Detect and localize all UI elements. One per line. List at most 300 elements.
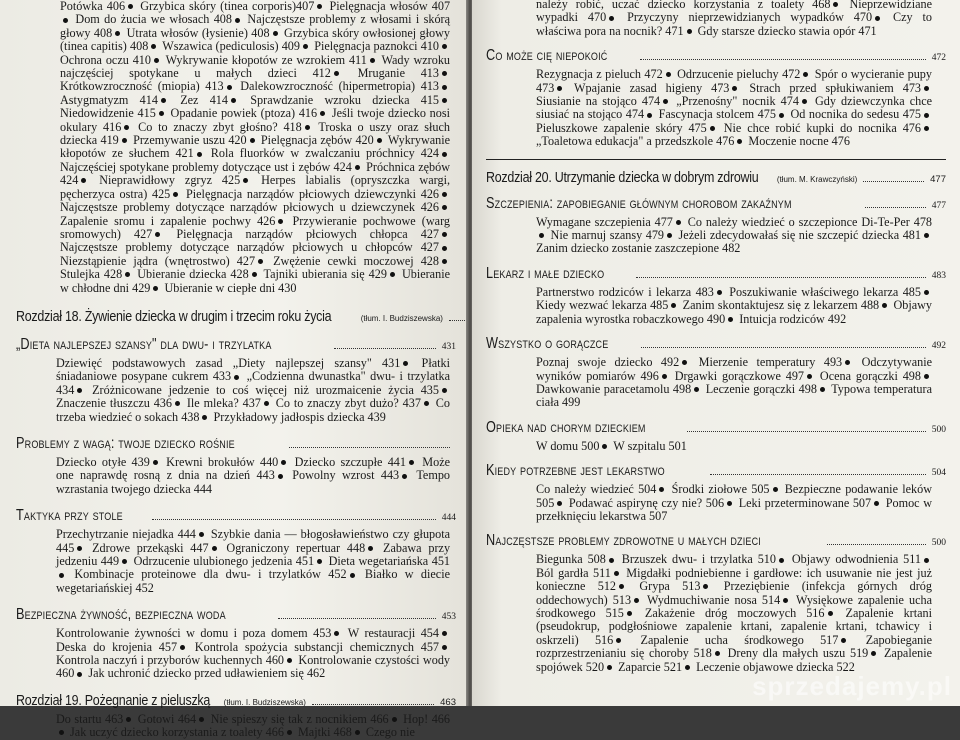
toc-entry: Astygmatyzm 414 xyxy=(60,92,158,107)
bullet-dot xyxy=(59,573,64,578)
section-page: 500 xyxy=(931,538,946,549)
toc-entry: Co to znaczy zbyt dużo? 437 xyxy=(275,396,421,411)
toc-entry: Ocena gorączki 498 xyxy=(819,368,921,383)
bullet-dot xyxy=(442,205,447,210)
bullet-dot xyxy=(273,31,278,36)
bullet-dot xyxy=(355,730,360,735)
bullet-dot xyxy=(924,113,929,118)
section-title: Opieka nad chorym dzieckiem xyxy=(486,418,646,436)
toc-entry: Odrzucenie pieluchy 472 xyxy=(677,67,801,82)
toc-entry: Wykrywanie kłopotów ze wzrokiem 411 xyxy=(165,52,367,67)
toc-entry: Nie chce robić kupki do nocnika 476 xyxy=(723,120,921,135)
section-title: Najczęstsze problemy zdrowotne u małych dzieci xyxy=(486,532,761,550)
toc-entry: Opadanie powiek (ptoza) 416 xyxy=(170,106,318,121)
toc-entry: Odrzucenie ulubionego jedzenia 451 xyxy=(133,554,315,568)
section-heading xyxy=(16,435,456,453)
bullet-dot xyxy=(128,4,133,9)
chapter-18-title: Rozdział 18. Żywienie dziecka w drugim i trzecim roku życia xyxy=(16,308,332,325)
bullet-dot xyxy=(281,460,286,465)
toc-entry: Jak uchronić dziecko przed udławieniem się 462 xyxy=(88,666,326,681)
bullet-dot xyxy=(287,658,292,663)
toc-entry: Przywieranie pochwowe (warg sromowych) 427 xyxy=(60,213,451,241)
dot-leader xyxy=(827,544,925,545)
toc-entry: Dalekowzroczność (hipermetropia) 413 xyxy=(240,79,440,94)
toc-entry: Brzuszek dwu- i trzylatka 510 xyxy=(621,552,776,567)
bullet-dot xyxy=(402,474,407,479)
toc-entry: Gdy dziewczynka chce siusiać na stojąco 474 xyxy=(536,94,933,122)
toc-entry: Najczęściej spotykane problemy dotyczące ust i zębów 424 xyxy=(60,159,352,174)
divider xyxy=(486,159,946,160)
bullet-dot xyxy=(616,638,621,643)
section-heading xyxy=(486,47,946,65)
toc-entry: Zapalenie sromu i zapalenie pochwy 426 xyxy=(60,213,276,228)
bullet-dot xyxy=(59,730,64,735)
bullet-dot xyxy=(659,487,664,492)
toc-entry: Leki przeterminowane 507 xyxy=(738,495,872,510)
toc-entry: Pielęgnacja włosów 407 xyxy=(329,0,451,13)
toc-entry: Dziewięć podstawowych zasad „Diety najlepszej szansy" 431 xyxy=(56,355,401,370)
bullet-dot xyxy=(607,665,612,670)
toc-entry: Płatki śniadaniowe posypane cukrem 433 xyxy=(56,355,450,384)
toc-entry: Herpes labialis (opryszczka wargi, pęcherzyca ostra) 425 xyxy=(60,173,451,201)
toc-entry: Środki ziołowe 505 xyxy=(671,482,770,497)
toc-entry: Gotowi 464 xyxy=(137,711,197,726)
section-title: Bezpieczna żywność, bezpieczna woda xyxy=(16,606,226,624)
toc-entry: W restauracji 454 xyxy=(347,626,439,641)
toc-entry: Tempo wzrastania twojego dziecka 444 xyxy=(56,468,451,496)
chapter-19-items xyxy=(16,713,456,740)
toc-entry: Co to znaczy zbyt głośno? 418 xyxy=(138,119,302,134)
bullet-dot xyxy=(442,192,447,197)
bullet-dot xyxy=(154,58,159,63)
bullet-dot xyxy=(882,303,887,308)
bullet-dot xyxy=(557,86,562,91)
bullet-dot xyxy=(609,558,614,563)
toc-entry: Przykładowy jadłospis dziecka 439 xyxy=(213,409,386,424)
toc-entry: Ograniczony repertuar 448 xyxy=(226,540,366,555)
toc-entry: Moczenie nocne 476 xyxy=(748,134,850,149)
bullet-dot xyxy=(392,717,397,722)
bullet-dot xyxy=(258,259,263,264)
toc-entry: Hop! 466 xyxy=(403,711,450,726)
bullet-dot xyxy=(334,71,339,76)
section-entries xyxy=(486,216,946,256)
section-entries xyxy=(486,483,946,523)
dot-leader xyxy=(710,474,926,475)
chapter-19-heading xyxy=(16,693,456,709)
section-title: Lekarz i małe dziecko xyxy=(486,264,605,282)
bullet-dot xyxy=(442,152,447,157)
bullet-dot xyxy=(442,645,447,650)
bullet-dot xyxy=(687,29,692,34)
toc-entry: Strach przed spłukiwaniem 473 xyxy=(749,80,922,95)
toc-entry: Odczytywanie wyników pomiarów 496 xyxy=(536,355,933,383)
section-title: Szczepienia: zapobieganie głównym chorobom zakaźnym xyxy=(486,194,792,212)
section-title: Taktyka przy stole xyxy=(16,507,123,525)
toc-entry: Gdy starsze dziecko stawia opór 471 xyxy=(697,23,877,38)
section-entries xyxy=(486,440,946,453)
left-content xyxy=(16,0,456,740)
toc-entry: „Codzienna dwunastka" dwu- i trzylatka 434 xyxy=(56,369,451,397)
toc-entry: Drgawki gorączkowe 497 xyxy=(674,368,805,383)
toc-entry: Ochrona oczu 410 xyxy=(60,52,151,67)
toc-entry: Kontrola spożycia substancji chemicznych 457 xyxy=(194,639,440,654)
dot-leader xyxy=(636,277,925,278)
toc-entry: Intuicja rodziców 492 xyxy=(739,311,847,326)
toc-entry: Dreny dla małych uszu 519 xyxy=(727,646,869,661)
bullet-dot xyxy=(243,178,248,183)
toc-entry: Jeśli twoje dziecko nosi okulary 416 xyxy=(60,106,450,134)
toc-entry: Siusianie na stojąco 474 xyxy=(536,94,661,109)
toc-entry: Czy to właściwa pora na nocnik? 471 xyxy=(536,10,933,38)
toc-entry: Przemywanie uszu 420 xyxy=(133,133,247,148)
toc-entry: Znaczenie tłuszczu 436 xyxy=(56,396,172,411)
toc-entry: Co należy wiedzieć o szczepionce Di-Te-Per 478 xyxy=(687,214,933,229)
section-heading xyxy=(486,532,946,550)
bullet-dot xyxy=(231,98,236,103)
bullet-dot xyxy=(77,672,82,677)
bullet-dot xyxy=(125,272,130,277)
toc-entry: Dom do żucia we włosach 408 xyxy=(75,12,232,27)
toc-entry: Krótkowzroczność (miopia) 413 xyxy=(60,79,224,94)
section-page: 500 xyxy=(931,424,946,435)
bullet-dot xyxy=(197,152,202,157)
bullet-dot xyxy=(442,388,447,393)
toc-entry: Krewni brokułów 440 xyxy=(166,454,279,469)
dot-leader xyxy=(334,348,436,349)
toc-entry: Białko w diecie wegetariańskiej 452 xyxy=(56,567,451,595)
toc-entry: Objawy zapalenia wyrostka robaczkowego 490 xyxy=(536,298,933,326)
toc-entry: Kiedy wezwać lekarza 485 xyxy=(536,298,669,313)
bullet-dot xyxy=(783,598,788,603)
bullet-dot xyxy=(634,598,639,603)
bullet-dot xyxy=(173,192,178,197)
bullet-dot xyxy=(874,501,879,506)
bullet-dot xyxy=(368,546,373,551)
toc-entry: Objawy odwodnienia 511 xyxy=(791,552,922,567)
bullet-dot xyxy=(802,99,807,104)
dot-leader xyxy=(278,618,436,619)
toc-entry: Przechytrzanie niejadka 444 xyxy=(56,527,196,542)
toc-entry: Leczenie gorączki 498 xyxy=(705,381,817,396)
bullet-dot xyxy=(317,559,322,564)
section-page: 431 xyxy=(441,341,456,352)
bullet-dot xyxy=(161,98,166,103)
bullet-dot xyxy=(779,558,784,563)
toc-entry: W szpitalu 501 xyxy=(613,438,687,453)
section-heading xyxy=(16,606,456,624)
bullet-dot xyxy=(370,58,375,63)
bullet-dot xyxy=(685,665,690,670)
section-entries xyxy=(16,627,456,681)
bullet-dot xyxy=(703,584,708,589)
left-sections xyxy=(16,336,456,681)
toc-entry: Zapalenie ucha środkowego 517 xyxy=(640,632,839,647)
toc-entry: Partnerstwo rodziców i lekarza 483 xyxy=(536,284,714,299)
toc-entry: Najczęstsze problemy dotyczące narządów płciowych u dziewczynek 426 xyxy=(60,200,439,215)
section-page: 472 xyxy=(931,53,946,64)
bullet-dot xyxy=(305,125,310,130)
bullet-dot xyxy=(442,44,447,49)
dot-leader xyxy=(641,347,925,348)
toc-entry: Fascynacja stolcem 475 xyxy=(658,107,776,122)
toc-entry: Kontrolowanie żywności w domu i poza domem 453 xyxy=(56,626,332,641)
chapter-20-translator: (tłum. M. Krawczyński) xyxy=(776,174,858,184)
toc-entry: Zakażenie dróg moczowych 516 xyxy=(644,605,825,620)
section-entries xyxy=(16,528,456,595)
left-page xyxy=(0,0,468,740)
bullet-dot xyxy=(662,374,667,379)
bullet-dot xyxy=(250,138,255,143)
toc-entry: Grzybica skóry owłosionej głowy (tinea capitis) 408 xyxy=(60,25,451,54)
right-page xyxy=(472,0,960,706)
toc-entry: Bezpieczne podawanie leków 505 xyxy=(536,482,933,510)
bullet-dot xyxy=(227,85,232,90)
left-top-paragraph xyxy=(16,0,456,295)
bullet-dot xyxy=(175,401,180,406)
bullet-dot xyxy=(845,360,850,365)
section-title: Problemy z wagą: twoje dziecko rośnie xyxy=(16,434,235,452)
bullet-dot xyxy=(663,99,668,104)
toc-entry: Jak uczyć dziecko korzystania z toalety 466 xyxy=(70,725,284,740)
bullet-dot xyxy=(153,460,158,465)
toc-entry: Ubieranie w chłodne dni 429 xyxy=(60,267,450,295)
dot-leader xyxy=(640,59,926,60)
bullet-dot xyxy=(924,126,929,131)
bullet-dot xyxy=(924,374,929,379)
bullet-dot xyxy=(199,717,204,722)
toc-entry: Jeżeli zdecydowałaś się nie szczepić dziecka 481 xyxy=(678,228,921,243)
bullet-dot xyxy=(715,651,720,656)
section-page: 453 xyxy=(441,612,456,623)
chapter-19-title: Rozdział 19. Pożegnanie z pieluszką xyxy=(16,692,211,709)
dot-leader xyxy=(152,519,435,520)
bullet-dot xyxy=(924,86,929,91)
bullet-dot xyxy=(126,717,131,722)
bullet-dot xyxy=(350,573,355,578)
chapter-20-title: Rozdział 20. Utrzymanie dziecka w dobrym zdrowiu xyxy=(486,169,759,186)
toc-entry: Dawkowanie paracetamolu 498 xyxy=(536,381,692,396)
toc-entry: Zapalenie krtani (pseudokrup, podgłośniowe zapalenie krtani, zapalenie krtani, tchawicy i oskrzeli) 516 xyxy=(536,605,932,647)
bullet-dot xyxy=(728,317,733,322)
toc-entry: Pielęgnacja narządów płciowych dziewczynki 426 xyxy=(185,186,440,201)
section-heading xyxy=(16,336,456,354)
bullet-dot xyxy=(202,415,207,420)
bullet-dot xyxy=(924,233,929,238)
toc-entry: Typowa temperatura ciała 499 xyxy=(536,381,932,410)
toc-entry: Nie spieszy się tak z nocnikiem 466 xyxy=(210,711,389,726)
bullet-dot xyxy=(924,558,929,563)
toc-entry: Dziecko szczupłe 441 xyxy=(294,454,406,469)
bullet-dot xyxy=(124,125,129,130)
bullet-dot xyxy=(833,2,838,7)
toc-entry: Podawać aspirynę czy nie? 506 xyxy=(568,495,725,510)
toc-entry: Ubieranie w ciepłe dni 430 xyxy=(164,280,297,295)
toc-entry: Rezygnacja z pieluch 472 xyxy=(536,67,663,82)
bullet-dot xyxy=(666,72,671,77)
toc-entry: Ile mleka? 437 xyxy=(186,396,261,411)
bullet-dot xyxy=(442,85,447,90)
toc-entry: Co trzeba wiedzieć o sokach 438 xyxy=(56,396,451,424)
section-page: 492 xyxy=(931,341,946,352)
toc-entry: Do startu 463 xyxy=(56,711,124,726)
toc-entry: Wykrywanie kłopotów ze słuchem 421 xyxy=(60,133,451,161)
toc-entry: Poznaj swoje dziecko 492 xyxy=(536,355,680,370)
toc-entry: Szybkie dania — błogosławieństwo czy głupota 445 xyxy=(56,527,451,555)
toc-entry: Zanim skontaktujesz się z lekarzem 488 xyxy=(682,298,880,313)
toc-entry: Deska do krojenia 457 xyxy=(56,639,178,654)
chapter-20-heading xyxy=(486,170,946,186)
toc-entry: Nieprawidłowy zgryz 425 xyxy=(99,173,241,188)
bullet-dot xyxy=(252,272,257,277)
section-entries xyxy=(486,68,946,148)
section-heading xyxy=(486,335,946,353)
toc-entry: Od nocnika do sedesu 475 xyxy=(790,107,922,122)
toc-entry: Utrata włosów (łysienie) 408 xyxy=(126,25,270,40)
toc-entry: Przyczyny nieprzewidzianych wypadków 470 xyxy=(627,10,873,25)
toc-entry: Zdrowe przekąski 447 xyxy=(92,540,209,555)
bullet-dot xyxy=(355,165,360,170)
bullet-dot xyxy=(803,72,808,77)
toc-entry: Nie marnuj szansy 479 xyxy=(550,228,665,243)
toc-entry: Pomoc w przełknięciu lekarstwa 507 xyxy=(536,495,932,523)
dot-leader xyxy=(312,704,434,705)
section-page: 504 xyxy=(931,468,946,479)
section-heading xyxy=(486,265,946,283)
toc-entry: Nieprzewidziane wypadki 470 xyxy=(536,0,932,25)
toc-entry: Powolny wzrost 443 xyxy=(292,468,400,483)
toc-entry: Czego nie xyxy=(365,725,415,740)
bullet-dot xyxy=(727,501,732,506)
bullet-dot xyxy=(122,138,127,143)
bullet-dot xyxy=(682,360,687,365)
right-sections-a xyxy=(486,47,946,148)
toc-entry: Migdałki podniebienne i gardłowe: ich usuwanie nie jest już konieczne 512 xyxy=(536,565,933,594)
bullet-dot xyxy=(841,638,846,643)
bullet-dot xyxy=(153,286,158,291)
toc-entry: Kombinacje proteinowe dla dwu- i trzylatków 452 xyxy=(74,567,347,582)
bullet-dot xyxy=(122,559,127,564)
section-entries xyxy=(16,456,456,496)
bullet-dot xyxy=(442,71,447,76)
toc-entry: Kontrolowanie czystości wody 460 xyxy=(56,653,451,681)
bullet-dot xyxy=(212,546,217,551)
dot-leader xyxy=(863,181,924,182)
bullet-dot xyxy=(77,546,82,551)
right-content xyxy=(486,0,946,674)
toc-entry: Wymagane szczepienia 477 xyxy=(536,214,673,229)
toc-entry: Wpajanie zasad higieny 473 xyxy=(574,80,730,95)
bullet-dot xyxy=(676,220,681,225)
bullet-dot xyxy=(155,232,160,237)
section-title: „Dieta najlepszej szansy" dla dwu- i trzylatka xyxy=(16,335,272,353)
toc-entry: Zanim dziecko zostanie zaszczepione 482 xyxy=(536,241,741,256)
chapter-19-translator: (tłum. I. Budziszewska) xyxy=(223,697,306,707)
section-title: Kiedy potrzebne jest lekarstwo xyxy=(486,462,665,480)
watermark-logo xyxy=(752,671,952,702)
bullet-dot xyxy=(779,113,784,118)
chapter-20-page: 477 xyxy=(930,173,946,185)
bullet-dot xyxy=(442,246,447,251)
toc-entry: Tajniki ubierania się 429 xyxy=(263,267,387,282)
section-title: Co może cię niepokoić xyxy=(486,47,608,65)
section-entries xyxy=(486,553,946,674)
toc-entry: Najczęstsze problemy dotyczące narządów płciowych u chłopców 427 xyxy=(60,240,439,255)
toc-entry: Zez 414 xyxy=(180,92,228,107)
section-page: 483 xyxy=(931,270,946,281)
toc-entry: Pielęgnacja paznokci 410 xyxy=(314,39,440,54)
bullet-dot xyxy=(151,44,156,49)
toc-entry: Mruganie 413 xyxy=(357,66,439,81)
bullet-dot xyxy=(234,375,239,380)
section-entries xyxy=(486,356,946,410)
bullet-dot xyxy=(442,631,447,636)
bullet-dot xyxy=(235,18,240,23)
right-sections-b xyxy=(486,195,946,674)
toc-entry: Przeziębienie (infekcja górnych dróg oddechowych) 513 xyxy=(536,579,932,607)
toc-entry: Co należy wiedzieć 504 xyxy=(536,482,657,497)
toc-entry: Pieluszkowe zapalenie skóry 475 xyxy=(536,120,707,135)
bullet-dot xyxy=(614,571,619,576)
toc-entry: Kontrola naczyń i przyborów kuchennych 460 xyxy=(56,653,285,668)
bullet-dot xyxy=(409,460,414,465)
right-top-paragraph xyxy=(486,0,946,38)
toc-entry: Leczenie objawowe dziecka 522 xyxy=(696,659,855,674)
toc-entry: Zaparcie 521 xyxy=(618,659,683,674)
toc-entry: Grypa 513 xyxy=(639,579,701,594)
toc-entry: Biegunka 508 xyxy=(536,552,606,567)
toc-entry: Niezstąpienie jądra (wnętrostwo) 427 xyxy=(60,253,256,268)
bullet-dot xyxy=(647,113,652,118)
bullet-dot xyxy=(442,232,447,237)
bullet-dot xyxy=(377,138,382,143)
bullet-dot xyxy=(667,233,672,238)
bullet-dot xyxy=(609,16,614,21)
toc-entry: Wydmuchiwanie nosa 514 xyxy=(646,592,781,607)
toc-entry: Pielęgnacja narządów płciowych chłopca 427 xyxy=(176,226,440,241)
bullet-dot xyxy=(732,86,737,91)
toc-entry: Pielęgnacja zębów 420 xyxy=(260,133,374,148)
bullet-dot xyxy=(710,126,715,131)
toc-entry: „Toaletowa edukacja" a przedszkole 476 xyxy=(536,134,735,149)
bullet-dot xyxy=(627,611,632,616)
toc-entry: Ból gardła 511 xyxy=(536,565,611,580)
bullet-dot xyxy=(199,532,204,537)
section-heading xyxy=(486,195,946,213)
toc-entry: Wszawica (pediculosis) 409 xyxy=(162,39,300,54)
toc-entry: Majtki 468 xyxy=(297,725,352,740)
bullet-dot xyxy=(287,730,292,735)
bullet-dot xyxy=(773,487,778,492)
section-title: Wszystko o gorączce xyxy=(486,335,609,353)
bullet-dot xyxy=(159,111,164,116)
bullet-dot xyxy=(539,233,544,238)
section-page: 444 xyxy=(441,513,456,524)
bullet-dot xyxy=(871,651,876,656)
bullet-dot xyxy=(820,387,825,392)
section-entries xyxy=(16,357,456,424)
watermark-text: sprzedajemy.pl xyxy=(752,671,952,701)
bullet-dot xyxy=(924,290,929,295)
dot-leader xyxy=(865,207,926,208)
section-heading xyxy=(16,507,456,525)
bullet-dot xyxy=(81,178,86,183)
section-page: 477 xyxy=(931,200,946,211)
toc-entry: Niedowidzenie 415 xyxy=(60,106,156,121)
toc-entry: Troska o uszy oraz słuch dziecka 419 xyxy=(60,119,451,148)
toc-entry: Spór o wycieranie pupy 473 xyxy=(536,67,932,95)
bullet-dot xyxy=(442,259,447,264)
